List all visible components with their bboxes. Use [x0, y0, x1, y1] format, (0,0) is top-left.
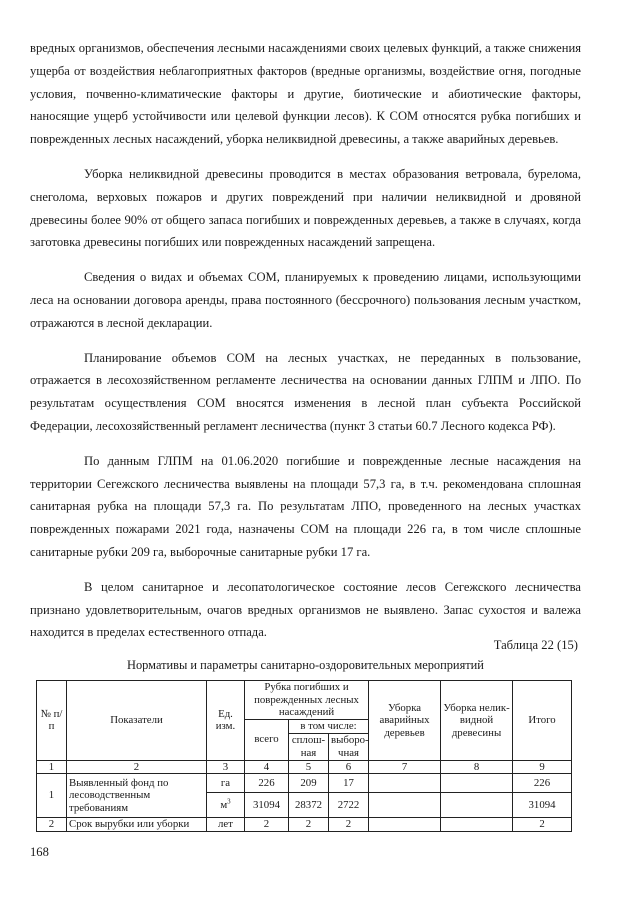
- col-number: 1: [37, 760, 67, 774]
- col-number: 3: [207, 760, 245, 774]
- paragraph-3: Сведения о видах и объемах СОМ, планируемых к проведению лицами, использующими леса на основании договора аренды, права постоянного (бессрочного) пользования лесным участком, отражаются в лесной декларации.: [30, 270, 581, 330]
- cell-unit: га: [207, 774, 245, 793]
- col-number: 5: [289, 760, 329, 774]
- header-including: в том числе:: [289, 719, 369, 733]
- header-emergency: Уборка аварийных деревьев: [369, 681, 441, 761]
- paragraph-4: Планирование объемов СОМ на лесных участках, не переданных в пользование, отражается в лесохозяйственном регламенте лесничества на основании данных ГЛПМ и ЛПО. По результатам осуществления СОМ вносятся изменения в лесной план субъекта Российской Федерации, лесохозяйственный регламент лесничества (пункт 3 статьи 60.7 Лесного кодекса РФ).: [30, 350, 581, 433]
- table-row: [37, 774, 572, 793]
- header-num: № п/п: [37, 681, 67, 761]
- col-number: 9: [513, 760, 572, 774]
- body-text: [30, 37, 581, 644]
- cell-total: 31094: [513, 793, 572, 818]
- row-num: 2: [37, 818, 67, 832]
- cell-total: 2: [513, 818, 572, 832]
- header-indicators: Показатели: [67, 681, 207, 761]
- cell-selective: 17: [329, 774, 369, 793]
- column-number-row: [37, 760, 572, 774]
- header-unit: Ед. изм.: [207, 681, 245, 761]
- cell-clear: 28372: [289, 793, 329, 818]
- unit-base: м: [220, 798, 228, 811]
- unit-superscript: 3: [227, 797, 231, 806]
- paragraph-5: По данным ГЛПМ на 01.06.2020 погибшие и поврежденные лесные насаждения на территории Сегежского лесничества выявлены на площади 57,3 га, в т.ч. рекомендована сплошная санитарная рубка на площади 57,3 га. По результатам ЛПО, проведенного на лесных участках поврежденных пожарами 2021 года, назначены СОМ на площади 226 га, в том числе сплошные санитарные рубки 209 га, выборочные санитарные рубки 17 га.: [30, 453, 581, 559]
- paragraph-6: В целом санитарное и лесопатологическое состояние лесов Сегежского лесничества признано удовлетворительным, очагов вредных организмов не выявлено. Запас сухостоя и валежа находится в пределах естественного отпада.: [30, 579, 581, 640]
- cell-unmerchantable: [441, 793, 513, 818]
- cell-unmerchantable: [441, 818, 513, 832]
- row-indicator: Выявленный фонд по лесоводственным требованиям: [67, 774, 207, 818]
- cell-unit: лет: [207, 818, 245, 832]
- cell-felling-total: 2: [245, 818, 289, 832]
- cell-clear: 2: [289, 818, 329, 832]
- cell-emergency: [369, 774, 441, 793]
- cell-felling-total: 31094: [245, 793, 289, 818]
- col-number: 4: [245, 760, 289, 774]
- cell-emergency: [369, 793, 441, 818]
- cell-unmerchantable: [441, 774, 513, 793]
- header-felling-total: всего: [245, 719, 289, 760]
- header-felling-group: Рубка погибших и поврежденных лесных насаждений: [245, 681, 369, 720]
- row-num: 1: [37, 774, 67, 818]
- header-row-1: [37, 681, 572, 720]
- header-unmerchantable: Уборка нелик-видной древесины: [441, 681, 513, 761]
- table-label: Таблица 22 (15): [493, 638, 578, 652]
- col-number: 2: [67, 760, 207, 774]
- row-indicator: Срок вырубки или уборки: [67, 818, 207, 832]
- page-number: 168: [30, 845, 49, 859]
- sanitary-measures-table: [36, 680, 572, 832]
- cell-clear: 209: [289, 774, 329, 793]
- table-row: [37, 818, 572, 832]
- table-caption: Нормативы и параметры санитарно-оздоровительных мероприятий: [127, 658, 484, 672]
- col-number: 8: [441, 760, 513, 774]
- header-selective: выборо-чная: [329, 733, 369, 760]
- col-number: 6: [329, 760, 369, 774]
- col-number: 7: [369, 760, 441, 774]
- cell-total: 226: [513, 774, 572, 793]
- cell-emergency: [369, 818, 441, 832]
- cell-selective: 2: [329, 818, 369, 832]
- paragraph-2: Уборка неликвидной древесины проводится в местах образования ветровала, бурелома, снеголома, верховых пожаров и других повреждений при наличии неликвидной и дровяной древесины более 90% от общего запаса погибших и поврежденных деревьев, а также в случаях, когда заготовка древесины погибших или поврежденных насаждений запрещена.: [30, 166, 581, 250]
- header-clear: сплош-ная: [289, 733, 329, 760]
- paragraph-1: вредных организмов, обеспечения лесными насаждениями своих целевых функций, а также снижения ущерба от воздействия неблагоприятных факторов (вредные организмы, воздействие огня, погодные условия, почвенно-климатические факторы и другие, биотические и абиотические факторы, наносящие ущерб устойчивости или целевой функции лесов). К СОМ относятся рубка погибших и поврежденных лесных насаждений, уборка неликвидной древесины, а также аварийных деревьев.: [30, 41, 581, 147]
- cell-selective: 2722: [329, 793, 369, 818]
- cell-felling-total: 226: [245, 774, 289, 793]
- header-total: Итого: [513, 681, 572, 761]
- cell-unit: [207, 793, 245, 818]
